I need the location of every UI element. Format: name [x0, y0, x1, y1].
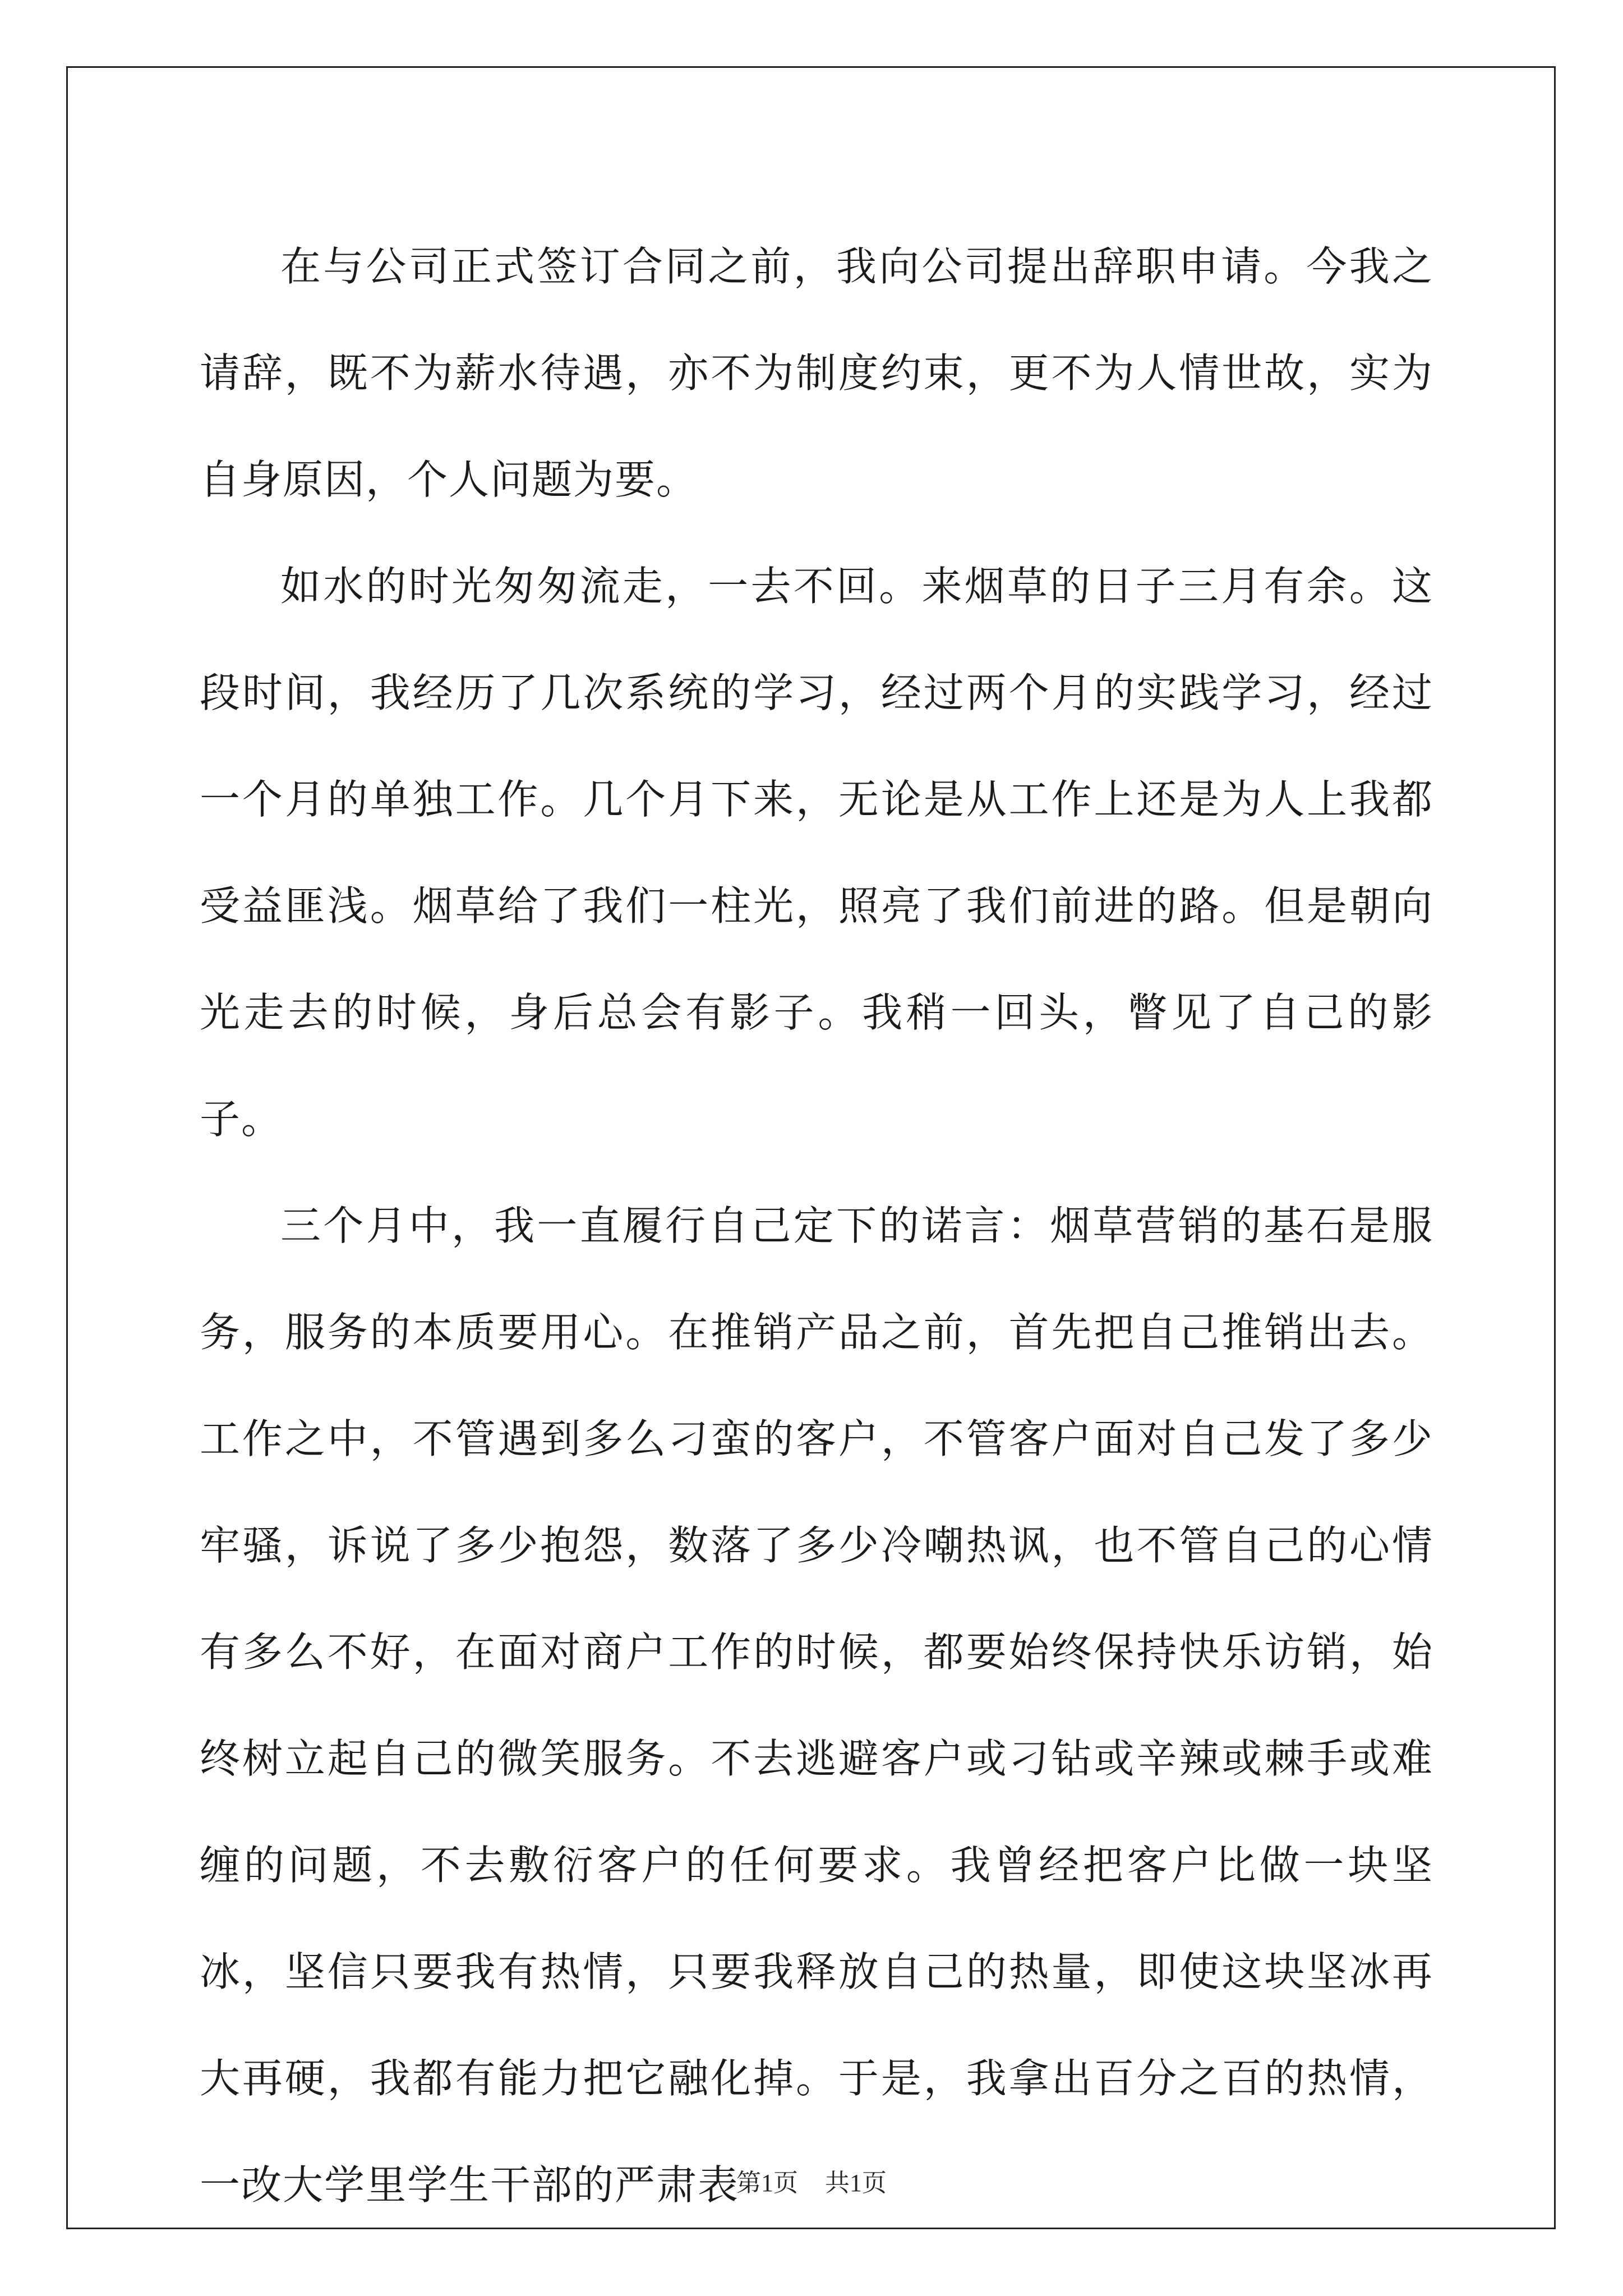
page-footer	[0, 2166, 1623, 2200]
paragraph-3: 三个月中，我一直履行自己定下的诺言：烟草营销的基石是服务，服务的本质要用心。在推销产品之前，首先把自己推销出去。工作之中，不管遇到多么刁蛮的客户，不管客户面对自己发了多少牢骚，诉说了多少抱怨，数落了多少冷嘲热讽，也不管自己的心情有多么不好，在面对商户工作的时候，都要始终保持快乐访销，始终树立起自己的微笑服务。不去逃避客户或刁钻或辛辣或棘手或难缠的问题，不去敷衍客户的任何要求。我曾经把客户比做一块坚冰，坚信只要我有热情，只要我释放自己的热量，即使这块坚冰再大再硬，我都有能力把它融化掉。于是，我拿出百分之百的热情，一改大学里学生干部的严肃表	[200, 1202, 1433, 2208]
page-number-total: 共1页	[825, 2169, 887, 2197]
paragraph-1: 在与公司正式签订合同之前，我向公司提出辞职申请。今我之请辞，既不为薪水待遇，亦不为制度约束，更不为人情世故，实为自身原因，个人问题为要。	[200, 243, 1433, 503]
page-number-current: 第1页	[736, 2169, 798, 2197]
paragraph-2: 如水的时光匆匆流走，一去不回。来烟草的日子三月有余。这段时间，我经历了几次系统的学习，经过两个月的实践学习，经过一个月的单独工作。几个月下来，无论是从工作上还是为人上我都受益匪浅。烟草给了我们一柱光，照亮了我们前进的路。但是朝向光走去的时候，身后总会有影子。我稍一回头，瞥见了自己的影子。	[200, 563, 1433, 1143]
document-body	[200, 213, 1433, 2238]
